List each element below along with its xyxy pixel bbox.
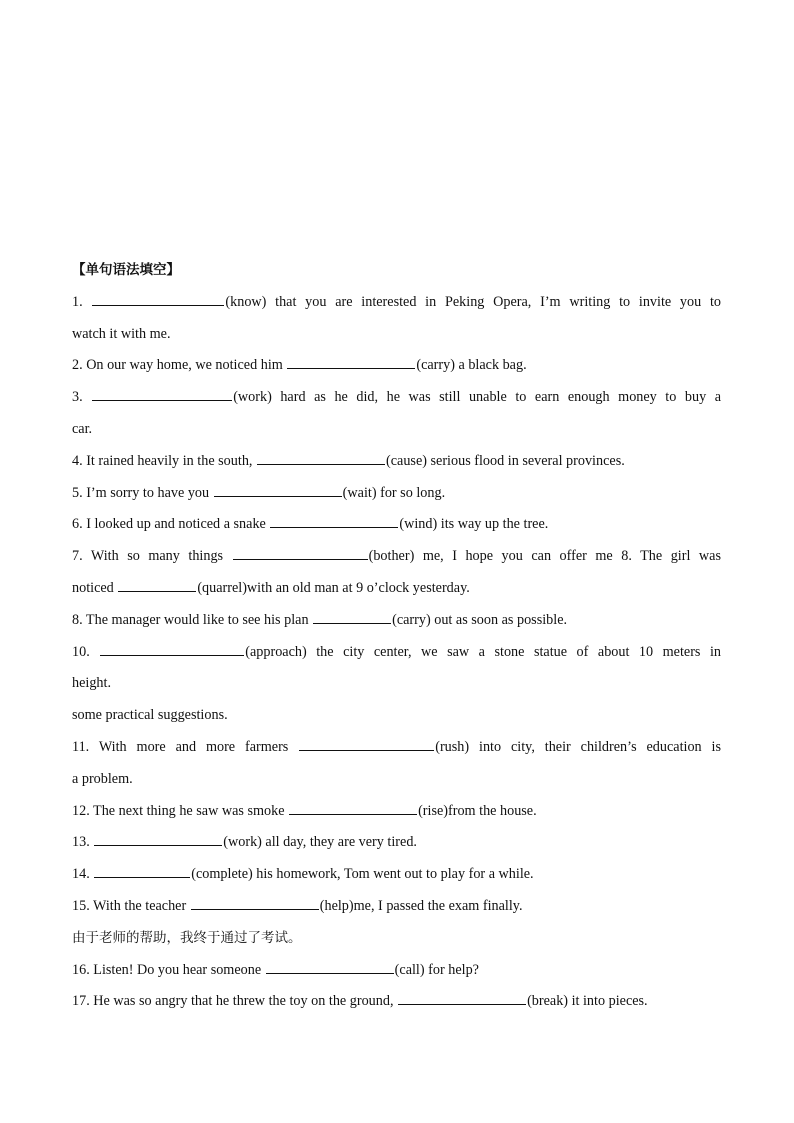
question-2-blank[interactable]: [287, 356, 415, 369]
question-17-blank[interactable]: [398, 992, 526, 1005]
question-10: [72, 637, 721, 669]
question-14-text: (complete) his homework, Tom went out to play for a while.: [191, 866, 534, 883]
question-11-text: (rush) into city, their children’s education is: [435, 738, 721, 755]
question-10-extra: some practical suggestions.: [72, 707, 228, 724]
question-4-text: (cause) serious flood in several provinces.: [386, 452, 625, 469]
question-7-cont-before: noticed: [72, 579, 114, 596]
question-7-text: (bother) me, I hope you can offer me 8. The girl was: [368, 548, 721, 565]
question-2-text-before: 2. On our way home, we noticed him: [72, 357, 283, 374]
question-7-blank-2[interactable]: [118, 579, 196, 592]
question-14-number: 14.: [72, 866, 90, 883]
question-8-text-before: 8. The manager would like to see his plan: [72, 611, 309, 628]
question-1: [72, 287, 721, 319]
question-15: [72, 891, 721, 923]
question-5-blank[interactable]: [214, 484, 342, 497]
question-16-blank[interactable]: [266, 961, 394, 974]
question-4-text-before: 4. It rained heavily in the south,: [72, 452, 253, 469]
question-4-blank[interactable]: [257, 452, 385, 465]
question-17-text: (break) it into pieces.: [527, 993, 648, 1010]
question-1-continuation: watch it with me.: [72, 325, 171, 342]
question-15-text: (help)me, I passed the exam finally.: [319, 897, 523, 914]
question-12-text-before: 12. The next thing he saw was smoke: [72, 802, 285, 819]
worksheet: [72, 255, 721, 1018]
question-10-number: 10.: [72, 643, 90, 660]
question-17: [72, 986, 721, 1018]
question-14: [72, 859, 721, 891]
question-1-blank[interactable]: [92, 293, 224, 306]
question-15-text-before: 15. With the teacher: [72, 897, 187, 914]
question-16-text: (call) for help?: [394, 961, 479, 978]
question-4: [72, 446, 721, 478]
question-5: [72, 478, 721, 510]
question-8: [72, 605, 721, 637]
question-13-number: 13.: [72, 834, 90, 851]
question-11-text-before: 11. With more and more farmers: [72, 738, 289, 755]
question-13-text: (work) all day, they are very tired.: [223, 834, 417, 851]
question-8-blank[interactable]: [313, 611, 391, 624]
question-6-text-before: 6. I looked up and noticed a snake: [72, 516, 266, 533]
question-6-text: (wind) its way up the tree.: [399, 516, 549, 533]
question-12-blank[interactable]: [289, 802, 417, 815]
question-16: [72, 955, 721, 987]
question-16-text-before: 16. Listen! Do you hear someone: [72, 961, 262, 978]
question-7-cont-text: (quarrel)with an old man at 9 o’clock yesterday.: [197, 579, 470, 596]
question-3-text: (work) hard as he did, he was still unable to earn enough money to buy a: [233, 389, 721, 406]
question-1-number: 1.: [72, 293, 83, 310]
question-5-text-before: 5. I’m sorry to have you: [72, 484, 210, 501]
question-6: [72, 509, 721, 541]
question-3-number: 3.: [72, 389, 83, 406]
question-15-blank[interactable]: [191, 897, 319, 910]
question-12: [72, 796, 721, 828]
question-6-blank[interactable]: [270, 515, 398, 528]
section-heading: 【单句语法填空】: [72, 262, 180, 278]
question-3-continuation: car.: [72, 420, 93, 437]
question-11: [72, 732, 721, 764]
question-1-text: (know) that you are interested in Peking Opera, I’m writing to invite you to: [225, 293, 721, 310]
question-15-translation: 由于老师的帮助，我终于通过了考试。: [72, 929, 302, 946]
question-7-continuation: [72, 573, 721, 605]
question-10-text: (approach) the city center, we saw a stone statue of about 10 meters in: [245, 643, 721, 660]
question-17-text-before: 17. He was so angry that he threw the toy on the ground,: [72, 993, 394, 1010]
question-13: [72, 827, 721, 859]
question-5-text: (wait) for so long.: [342, 484, 446, 501]
question-3-blank[interactable]: [92, 388, 232, 401]
question-7: [72, 541, 721, 573]
question-10-continuation: height.: [72, 675, 112, 692]
question-7-blank[interactable]: [233, 547, 368, 560]
question-8-text: (carry) out as soon as possible.: [392, 611, 568, 628]
question-7-text-before: 7. With so many things: [72, 548, 224, 565]
question-3: [72, 382, 721, 414]
question-13-blank[interactable]: [94, 833, 222, 846]
question-2-text: (carry) a black bag.: [416, 357, 527, 374]
question-11-continuation: a problem.: [72, 770, 133, 787]
question-14-blank[interactable]: [94, 865, 190, 878]
question-2: [72, 350, 721, 382]
question-12-text: (rise)from the house.: [418, 802, 537, 819]
question-11-blank[interactable]: [299, 738, 434, 751]
question-10-blank[interactable]: [100, 643, 244, 656]
